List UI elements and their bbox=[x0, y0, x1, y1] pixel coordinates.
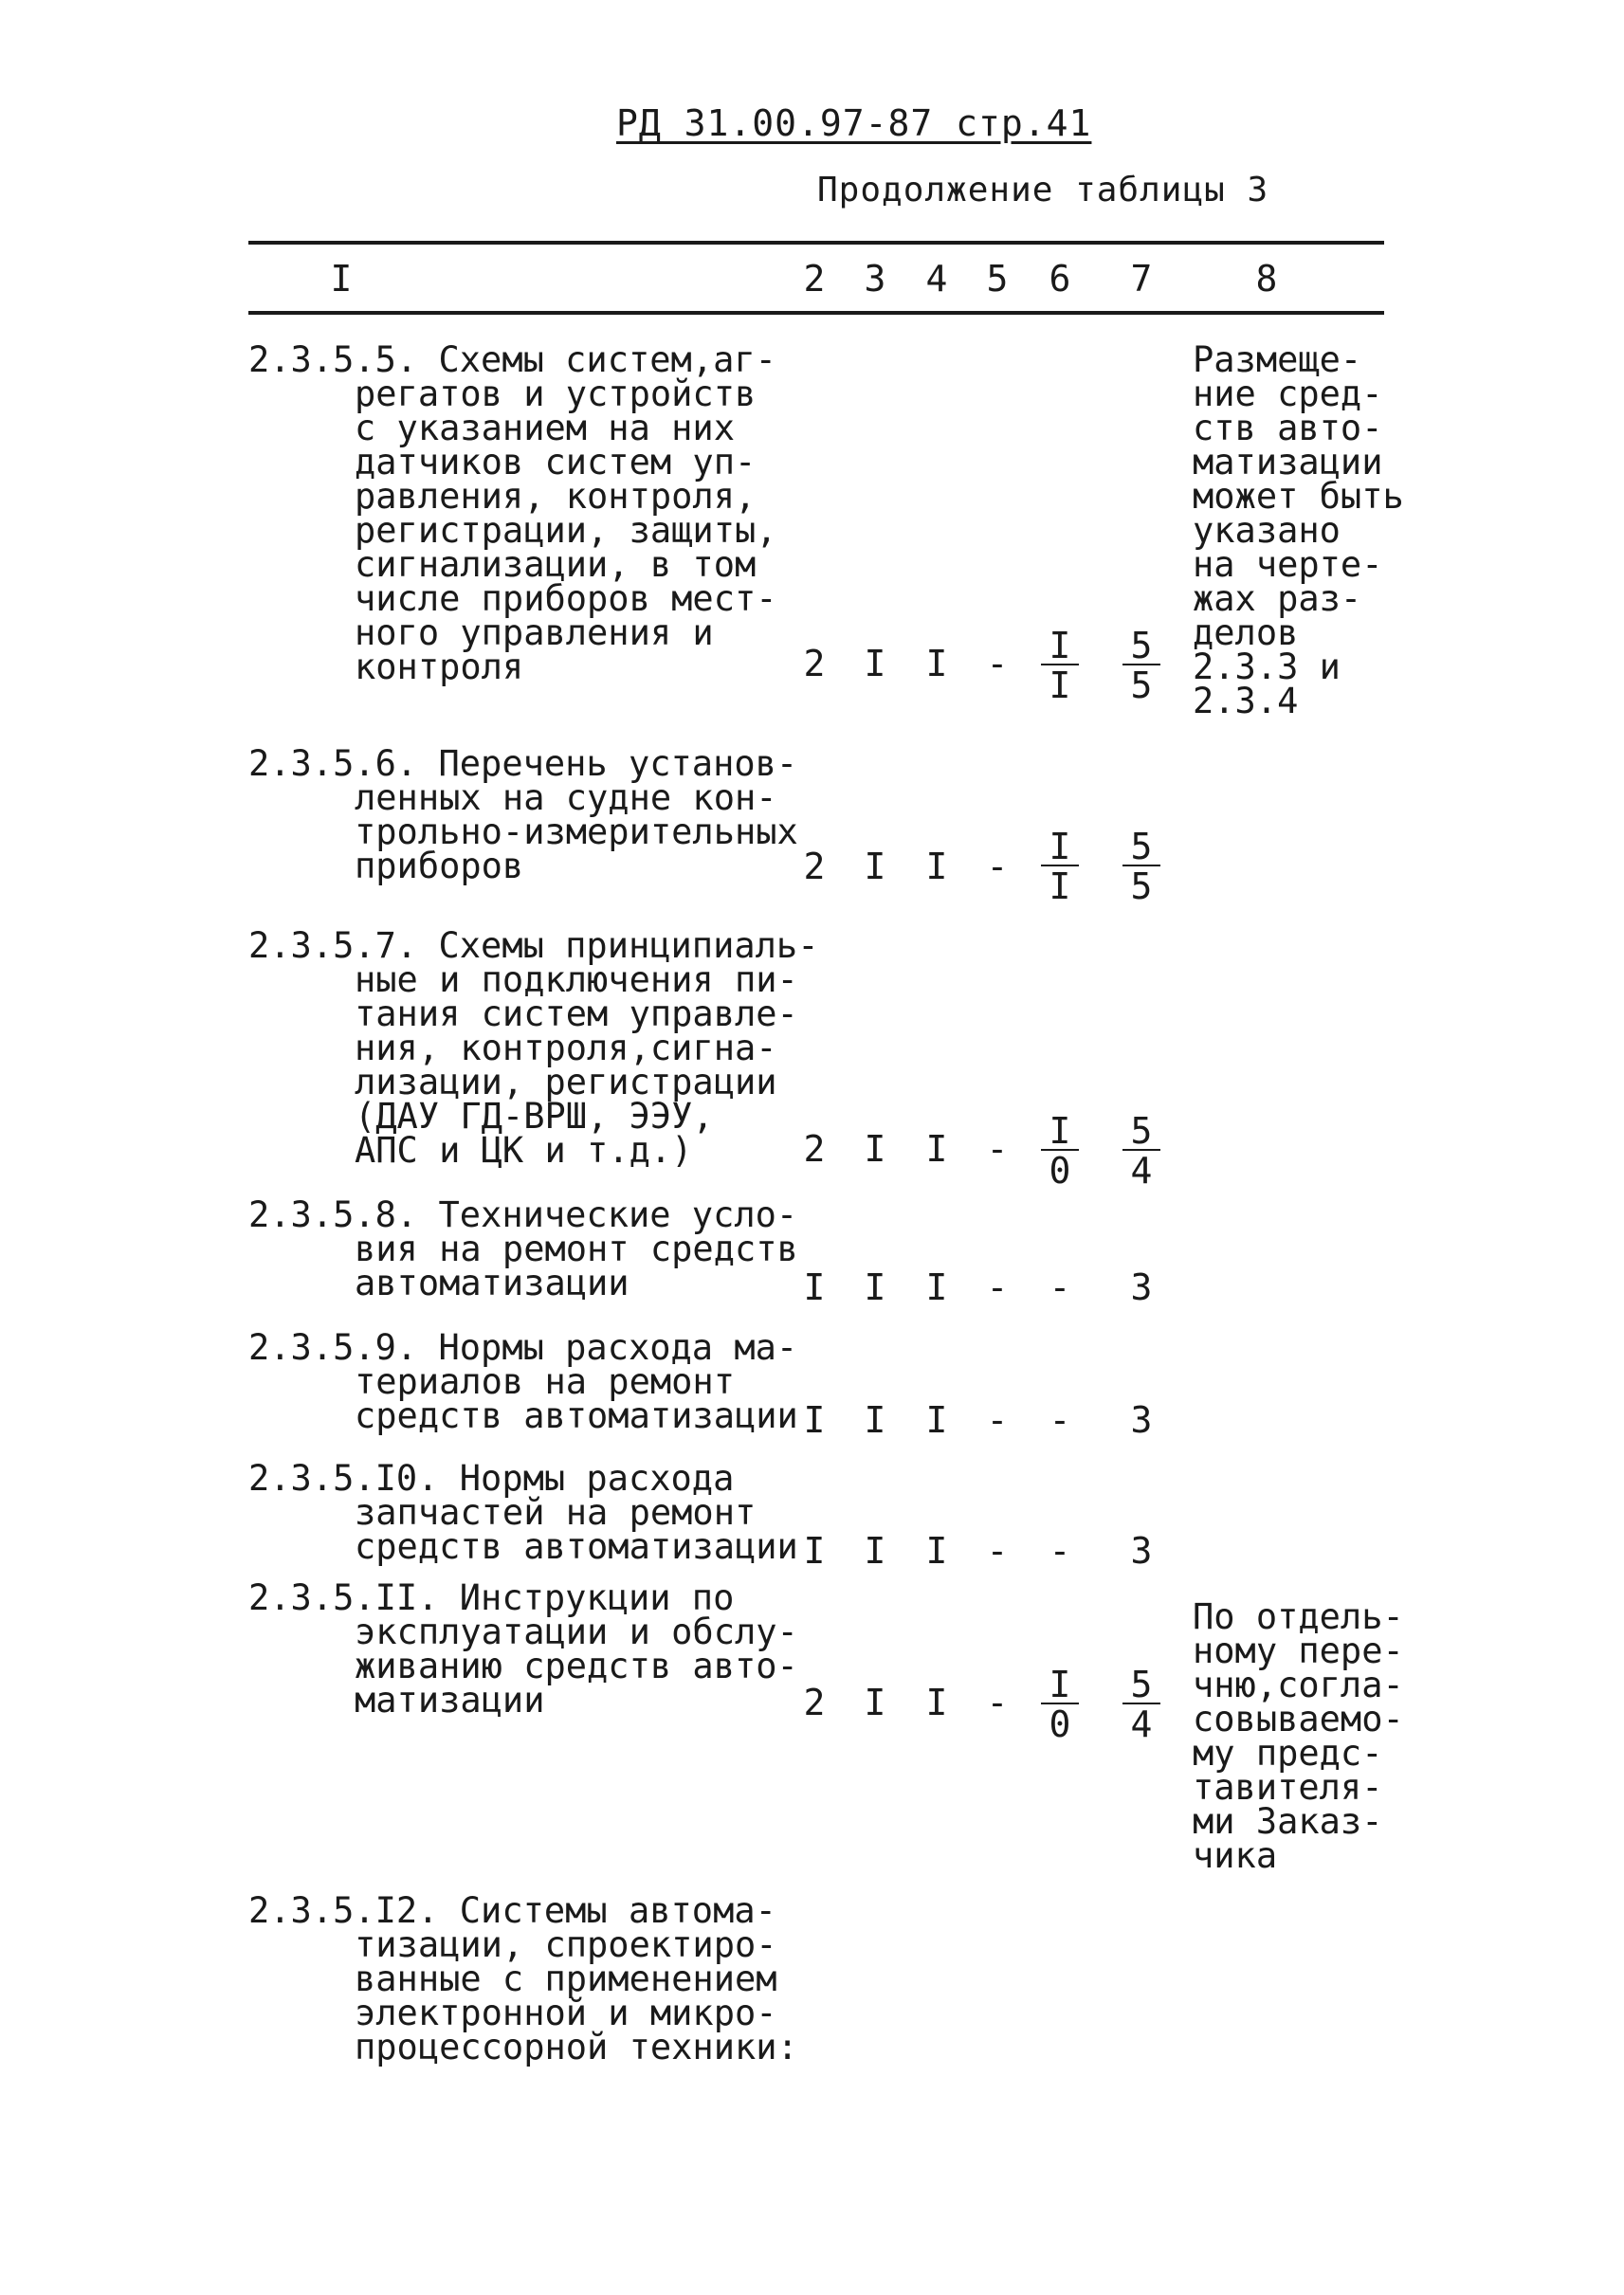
table-continuation-label: Продолжение таблицы 3 bbox=[817, 171, 1269, 209]
row-description bbox=[248, 743, 808, 886]
cell-col-3: I bbox=[864, 1128, 886, 1170]
fraction-denominator: 0 bbox=[1049, 1703, 1071, 1745]
row-title: Нормы расхода ма- bbox=[438, 1327, 798, 1368]
row-number: 2.3.5.9. bbox=[248, 1327, 418, 1368]
row-title: Системы автома- bbox=[459, 1890, 776, 1931]
cell-col-4: I bbox=[925, 1399, 948, 1441]
fraction-denominator: 5 bbox=[1130, 665, 1153, 706]
cell-col-7-fraction bbox=[1122, 1664, 1160, 1745]
fraction-numerator: 5 bbox=[1122, 628, 1160, 665]
row-text: вия на ремонт средств автоматизации bbox=[355, 1229, 798, 1303]
row-title: Схемы принципиаль- bbox=[438, 925, 819, 966]
row-number: 2.3.5.5. bbox=[248, 339, 418, 380]
cell-col-2: 2 bbox=[803, 1128, 826, 1170]
row-text: эксплуатации и обслу- живанию средств авто- матизации bbox=[355, 1612, 798, 1721]
row-text: ленных на судне кон- трольно-измерительных приборов bbox=[355, 777, 798, 886]
remark-col-8: По отдель- ному пере- чню,согла- совываемо- му предс- тавителя- ми Заказ- чика bbox=[1193, 1596, 1404, 1876]
row-description bbox=[248, 1458, 808, 1567]
row-text: териалов на ремонт средств автоматизации bbox=[355, 1361, 798, 1436]
row-title: Перечень установ- bbox=[438, 743, 798, 784]
cell-col-2: 2 bbox=[803, 1682, 826, 1723]
cell-col-2: 2 bbox=[803, 846, 826, 887]
fraction-numerator: 5 bbox=[1122, 829, 1160, 866]
row-text: тизации, спроектиро- ванные с применением электронной и микро- процессорной техники: bbox=[355, 1924, 798, 2067]
row-title: Нормы расхода bbox=[459, 1458, 735, 1499]
cell-col-2: I bbox=[803, 1266, 826, 1308]
cell-col-6: - bbox=[1049, 1530, 1071, 1572]
column-header-7: 7 bbox=[1130, 258, 1153, 300]
fraction-numerator: 5 bbox=[1122, 1113, 1160, 1151]
cell-col-7: 3 bbox=[1130, 1530, 1153, 1572]
fraction-denominator: 4 bbox=[1130, 1150, 1153, 1192]
document-reference: РД 31.00.97-87 стр.41 bbox=[616, 102, 1092, 144]
fraction-denominator: 0 bbox=[1049, 1150, 1071, 1192]
cell-col-6-fraction bbox=[1041, 1110, 1079, 1192]
cell-col-7-fraction bbox=[1122, 1110, 1160, 1192]
cell-col-6-fraction bbox=[1041, 625, 1079, 706]
cell-col-3: I bbox=[864, 1399, 886, 1441]
fraction-denominator: I bbox=[1049, 865, 1071, 907]
cell-col-3: I bbox=[864, 1266, 886, 1308]
table-top-rule bbox=[248, 241, 1384, 245]
fraction-numerator: I bbox=[1041, 1667, 1079, 1704]
row-number: 2.3.5.II. bbox=[248, 1577, 439, 1618]
cell-col-7-fraction bbox=[1122, 826, 1160, 907]
fraction-numerator: 5 bbox=[1122, 1667, 1160, 1704]
cell-col-5: - bbox=[986, 846, 1009, 887]
row-text: регатов и устройств с указанием на них датчиков систем уп- равления, контроля, регистрации, защиты, сигнализации, в том числе приборов мест- ного управления и контроля bbox=[355, 373, 777, 687]
cell-col-4: I bbox=[925, 1530, 948, 1572]
row-number: 2.3.5.7. bbox=[248, 925, 418, 966]
cell-col-5: - bbox=[986, 643, 1009, 684]
row-text: запчастей на ремонт средств автоматизации bbox=[355, 1492, 798, 1567]
column-header-1: I bbox=[330, 258, 353, 300]
row-title: Инструкции по bbox=[459, 1577, 735, 1618]
fraction-denominator: 5 bbox=[1130, 865, 1153, 907]
row-description bbox=[248, 339, 808, 687]
cell-col-6: - bbox=[1049, 1399, 1071, 1441]
cell-col-3: I bbox=[864, 1682, 886, 1723]
fraction-numerator: I bbox=[1041, 628, 1079, 665]
cell-col-4: I bbox=[925, 643, 948, 684]
fraction-denominator: I bbox=[1049, 665, 1071, 706]
cell-col-6: - bbox=[1049, 1266, 1071, 1308]
row-number: 2.3.5.6. bbox=[248, 743, 418, 784]
row-description bbox=[248, 1327, 808, 1436]
column-header-5: 5 bbox=[986, 258, 1009, 300]
fraction-numerator: I bbox=[1041, 829, 1079, 866]
cell-col-4: I bbox=[925, 1266, 948, 1308]
column-header-3: 3 bbox=[864, 258, 886, 300]
fraction-numerator: I bbox=[1041, 1113, 1079, 1151]
row-title: Схемы систем,аг- bbox=[438, 339, 776, 380]
row-description bbox=[248, 1890, 808, 2067]
cell-col-2: I bbox=[803, 1530, 826, 1572]
cell-col-3: I bbox=[864, 643, 886, 684]
cell-col-4: I bbox=[925, 1128, 948, 1170]
row-number: 2.3.5.8. bbox=[248, 1194, 418, 1235]
cell-col-6-fraction bbox=[1041, 1664, 1079, 1745]
cell-col-4: I bbox=[925, 846, 948, 887]
cell-col-7: 3 bbox=[1130, 1399, 1153, 1441]
cell-col-7: 3 bbox=[1130, 1266, 1153, 1308]
cell-col-3: I bbox=[864, 846, 886, 887]
cell-col-5: - bbox=[986, 1399, 1009, 1441]
row-number: 2.3.5.I2. bbox=[248, 1890, 439, 1931]
row-description bbox=[248, 925, 819, 1171]
cell-col-5: - bbox=[986, 1128, 1009, 1170]
cell-col-7-fraction bbox=[1122, 625, 1160, 706]
row-description bbox=[248, 1194, 808, 1303]
column-header-6: 6 bbox=[1049, 258, 1071, 300]
cell-col-2: I bbox=[803, 1399, 826, 1441]
cell-col-4: I bbox=[925, 1682, 948, 1723]
column-header-2: 2 bbox=[803, 258, 826, 300]
row-title: Технические усло- bbox=[438, 1194, 798, 1235]
table-header-rule bbox=[248, 311, 1384, 315]
fraction-denominator: 4 bbox=[1130, 1703, 1153, 1745]
column-header-4: 4 bbox=[925, 258, 948, 300]
row-text: ные и подключения пи- тания систем управле- ния, контроля,сигна- лизации, регистрации (ДАУ ГД-ВРШ, ЭЭУ, АПС и ЦК и т.д.) bbox=[355, 959, 798, 1171]
cell-col-5: - bbox=[986, 1266, 1009, 1308]
remark-col-8: Размеще- ние сред- ств авто- матизации может быть указано на черте- жах раз- делов 2.3.3 и 2.3.4 bbox=[1193, 339, 1404, 721]
row-number: 2.3.5.I0. bbox=[248, 1458, 439, 1499]
cell-col-5: - bbox=[986, 1682, 1009, 1723]
row-description bbox=[248, 1577, 808, 1721]
cell-col-6-fraction bbox=[1041, 826, 1079, 907]
cell-col-3: I bbox=[864, 1530, 886, 1572]
cell-col-5: - bbox=[986, 1530, 1009, 1572]
column-header-8: 8 bbox=[1255, 258, 1278, 300]
cell-col-2: 2 bbox=[803, 643, 826, 684]
